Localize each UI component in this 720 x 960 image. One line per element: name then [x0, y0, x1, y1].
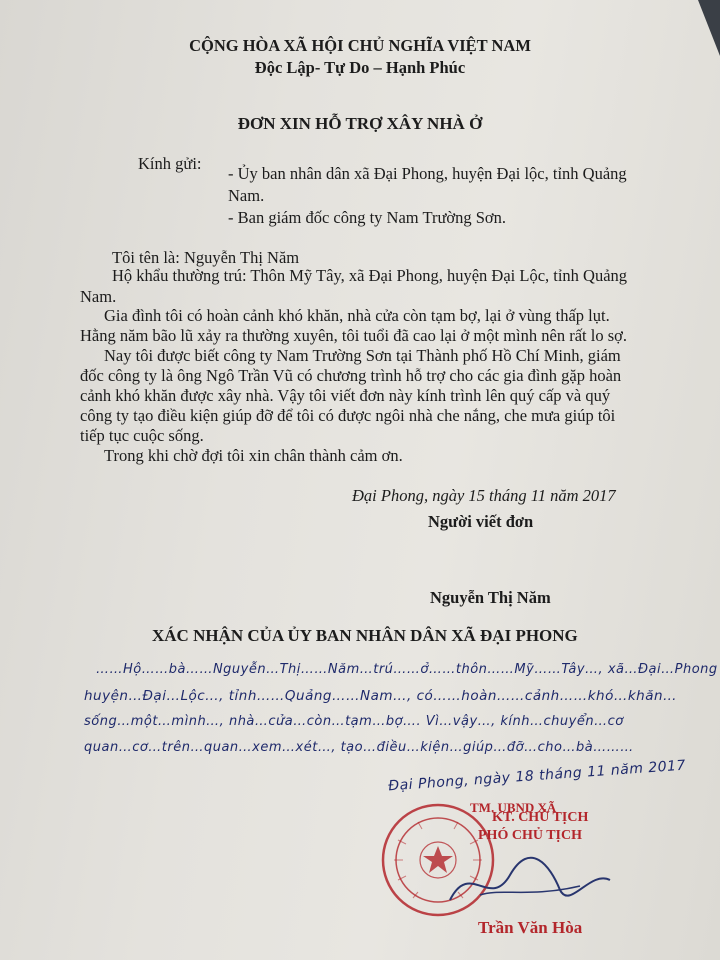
kt-chairman-stamp: KT. CHỦ TỊCH [492, 810, 589, 825]
place-date: Đại Phong, ngày 15 tháng 11 năm 2017 [352, 486, 616, 505]
motto-header: Độc Lập- Tự Do – Hạnh Phúc [254, 58, 466, 77]
body-line-situation-1: Gia đình tôi có hoàn cảnh khó khăn, nhà cửa còn tạm bợ, lại ở vùng thấp lụt. [104, 306, 610, 325]
handwritten-line-2: huyện…Đại…Lộc…, tỉnh……Quảng……Nam…, có……hoàn……cảnh……khó…khăn… [84, 688, 678, 704]
body-line-thanks: Trong khi chờ đợi tôi xin chân thành cảm ơn. [104, 446, 403, 465]
body-line-name: Tôi tên là: Nguyễn Thị Năm [112, 248, 300, 267]
signer-name: Nguyễn Thị Năm [430, 588, 551, 607]
official-title-stamp: TM. UBND XÃ [470, 800, 557, 815]
recipients-label: Kính gửi: [138, 154, 202, 173]
body-line-request-2: đốc công ty là ông Ngô Trần Vũ có chương trình hỗ trợ cho các gia đình gặp hoàn [80, 366, 622, 385]
handwritten-line-3: sống…một…mình…, nhà…cửa…còn…tạm…bợ…. Vì…vậy…, kính…chuyển…cơ [84, 714, 624, 729]
document-title: ĐƠN XIN HỖ TRỢ XÂY NHÀ Ở [237, 114, 483, 133]
body-line-address-cont: Nam. [80, 287, 117, 306]
body-line-request-3: cảnh khó khăn được xây nhà. Vậy tôi viết đơn này kính trình lên quý cấp và quý [80, 386, 611, 405]
recipient-1-line-1: - Ủy ban nhân dân xã Đại Phong, huyện Đại lộc, tỉnh Quảng [228, 164, 627, 183]
confirmation-title: XÁC NHẬN CỦA ỦY BAN NHÂN DÂN XÃ ĐẠI PHONG [152, 626, 578, 645]
body-line-request-5: tiếp tục cuộc sống. [80, 426, 204, 445]
body-line-address: Hộ khẩu thường trú: Thôn Mỹ Tây, xã Đại Phong, huyện Đại Lộc, tỉnh Quảng [112, 266, 628, 285]
recipient-1-line-2: Nam. [228, 186, 265, 205]
signer-official-name: Trần Văn Hòa [478, 918, 583, 937]
handwritten-date: Đại Phong, ngày 18 tháng 11 năm 2017 [387, 757, 687, 795]
signer-role: Người viết đơn [428, 512, 534, 531]
body-line-situation-2: Hằng năm bão lũ xảy ra thường xuyên, tôi tuổi đã cao lại ở một mình nên rất lo sợ. [80, 326, 627, 345]
handwritten-line-4: quan…cơ…trên…quan…xem…xét…, tạo…điều…kiện…giúp…đỡ…cho…bà……… [84, 740, 634, 755]
nation-header: CỘNG HÒA XÃ HỘI CHỦ NGHĨA VIỆT NAM [189, 36, 531, 55]
body-line-request-4: công ty tạo điều kiện giúp đỡ để tôi có được ngôi nhà che nắng, che mưa giúp tôi [80, 406, 616, 425]
vice-chairman-stamp: PHÓ CHỦ TỊCH [478, 828, 582, 843]
recipient-2: - Ban giám đốc công ty Nam Trường Sơn. [228, 208, 507, 227]
body-line-request-1: Nay tôi được biết công ty Nam Trường Sơn tại Thành phố Hồ Chí Minh, giám [104, 346, 621, 365]
handwritten-signature [440, 850, 620, 920]
handwritten-line-1: ……Hộ……bà……Nguyễn…Thị……Năm…trú……ở……thôn……Mỹ……Tây…, xã…Đại…Phong [96, 662, 718, 677]
